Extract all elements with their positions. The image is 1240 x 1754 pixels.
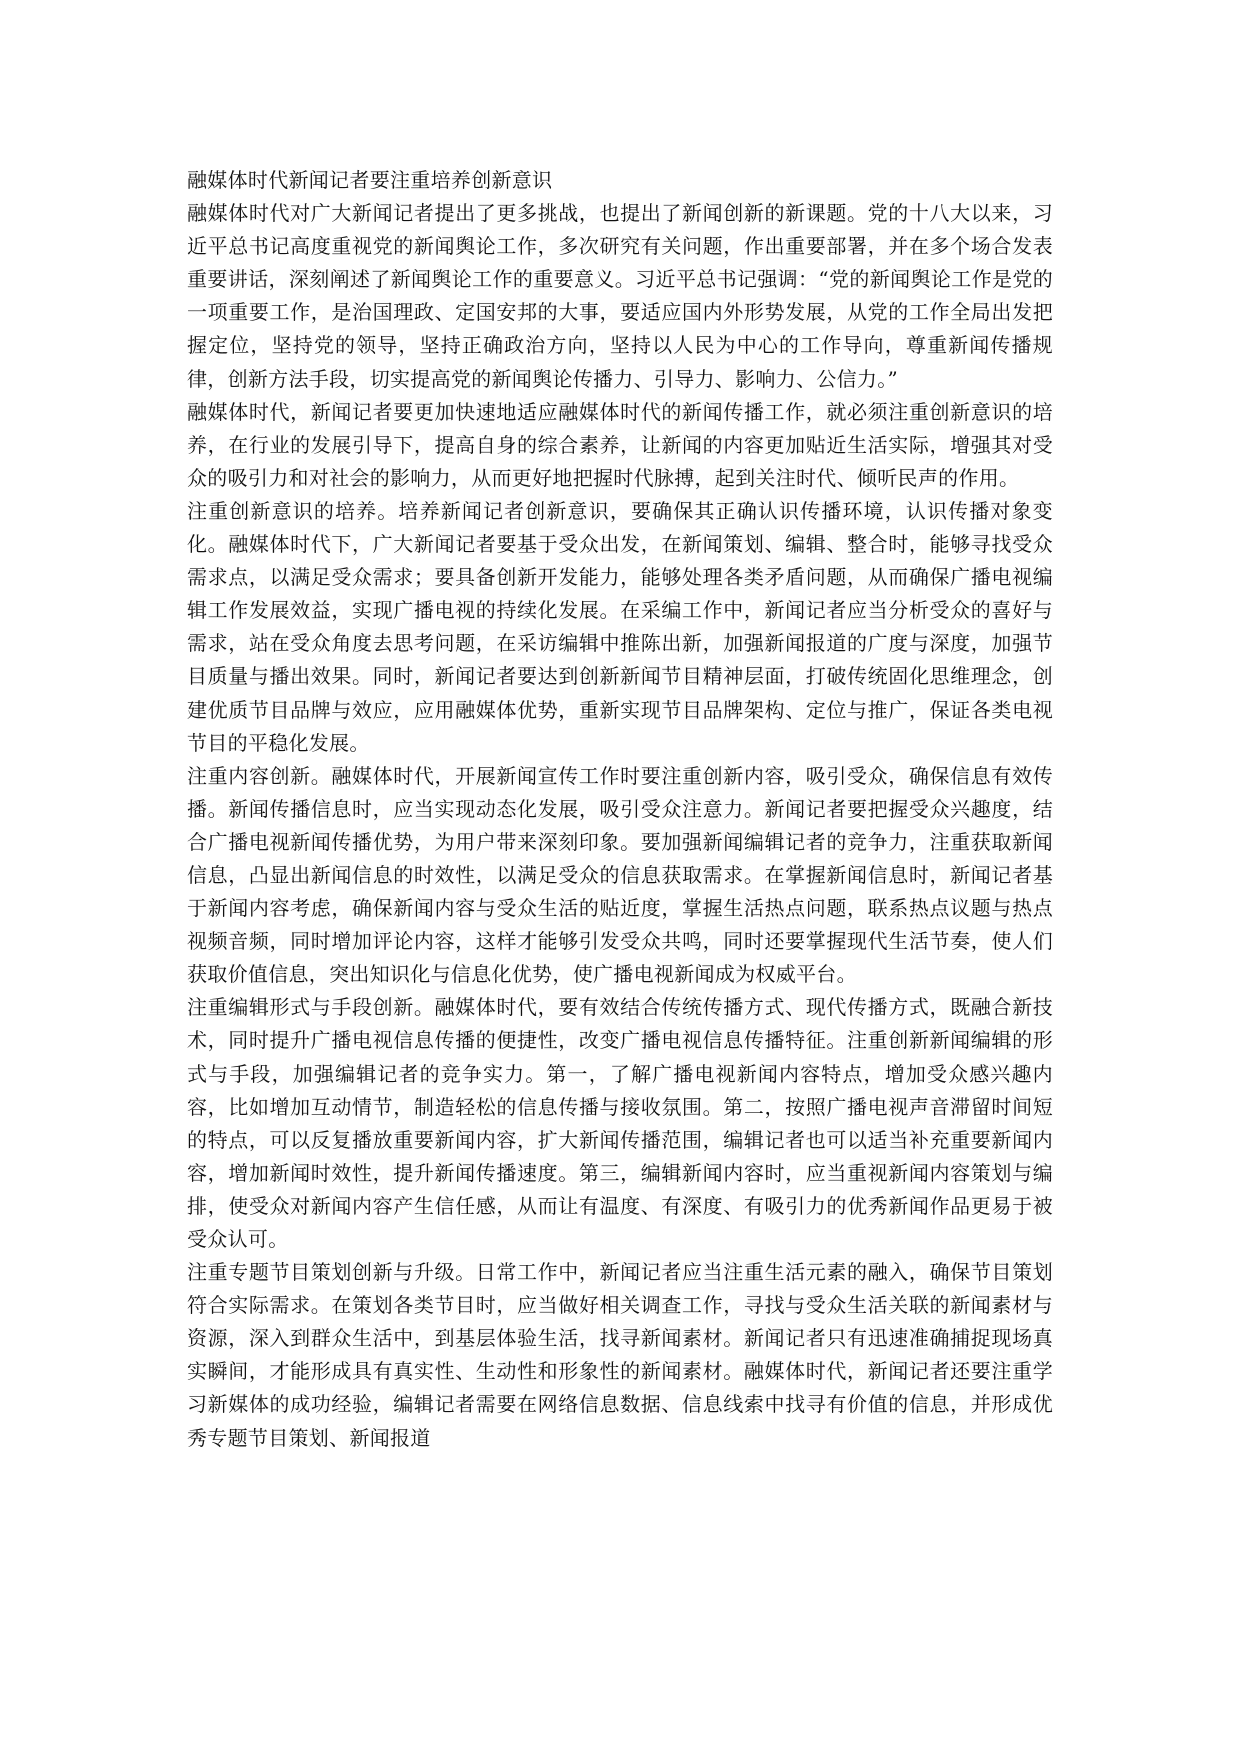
paragraph-special-programs: 注重专题节目策划创新与升级。日常工作中，新闻记者应当注重生活元素的融入，确保节目策划符合实际需求。在策划各类节目时，应当做好相关调查工作，寻找与受众生活关联的新闻素材与资源，深入到群众生活中，到基层体验生活，找寻新闻素材。新闻记者只有迅速准确捕捉现场真实瞬间，才能形成具有真实性、生动性和形象性的新闻素材。融媒体时代，新闻记者还要注重学习新媒体的成功经验，编辑记者需要在网络信息数据、信息线索中找寻有价值的信息，并形成优秀专题节目策划、新闻报道	[187, 1260, 1053, 1450]
paragraph-editing-innovation: 注重编辑形式与手段创新。融媒体时代，要有效结合传统传播方式、现代传播方式，既融合新技术，同时提升广播电视信息传播的便捷性，改变广播电视信息传播特征。注重创新新闻编辑的形式与手段，加强编辑记者的竞争实力。第一，了解广播电视新闻内容特点，增加受众感兴趣内容，比如增加互动情节，制造轻松的信息传播与接收氛围。第二，按照广播电视声音滞留时间短的特点，可以反复播放重要新闻内容，扩大新闻传播范围，编辑记者也可以适当补充重要新闻内容，增加新闻时效性，提升新闻传播速度。第三，编辑新闻内容时，应当重视新闻内容策划与编排，使受众对新闻内容产生信任感，从而让有温度、有深度、有吸引力的优秀新闻作品更易于被受众认可。	[187, 995, 1053, 1251]
document-title: 融媒体时代新闻记者要注重培养创新意识	[187, 168, 553, 192]
paragraph-innovation-awareness: 注重创新意识的培养。培养新闻记者创新意识，要确保其正确认识传播环境，认识传播对象变化。融媒体时代下，广大新闻记者要基于受众出发，在新闻策划、编辑、整合时，能够寻找受众需求点，以满足受众需求；要具备创新开发能力，能够处理各类矛盾问题，从而确保广播电视编辑工作发展效益，实现广播电视的持续化发展。在采编工作中，新闻记者应当分析受众的喜好与需求，站在受众角度去思考问题，在采访编辑中推陈出新，加强新闻报道的广度与深度，加强节目质量与播出效果。同时，新闻记者要达到创新新闻节目精神层面，打破传统固化思维理念，创建优质节目品牌与效应，应用融媒体优势，重新实现节目品牌架构、定位与推广，保证各类电视节目的平稳化发展。	[187, 498, 1053, 755]
paragraph-adapt: 融媒体时代，新闻记者要更加快速地适应融媒体时代的新闻传播工作，就必须注重创新意识的培养，在行业的发展引导下，提高自身的综合素养，让新闻的内容更加贴近生活实际，增强其对受众的吸引力和对社会的影响力，从而更好地把握时代脉搏，起到关注时代、倾听民声的作用。	[187, 399, 1053, 490]
paragraph-content-innovation: 注重内容创新。融媒体时代，开展新闻宣传工作时要注重创新内容，吸引受众，确保信息有效传播。新闻传播信息时，应当实现动态化发展，吸引受众注意力。新闻记者要把握受众兴趣度，结合广播电视新闻传播优势，为用户带来深刻印象。要加强新闻编辑记者的竞争力，注重获取新闻信息，凸显出新闻信息的时效性，以满足受众的信息获取需求。在掌握新闻信息时，新闻记者基于新闻内容考虑，确保新闻内容与受众生活的贴近度，掌握生活热点问题，联系热点议题与热点视频音频，同时增加评论内容，这样才能够引发受众共鸣，同时还要掌握现代生活节奏，使人们获取价值信息，突出知识化与信息化优势，使广播电视新闻成为权威平台。	[187, 763, 1053, 987]
document-page	[187, 164, 1053, 1455]
paragraph-intro: 融媒体时代对广大新闻记者提出了更多挑战，也提出了新闻创新的新课题。党的十八大以来，习近平总书记高度重视党的新闻舆论工作，多次研究有关问题，作出重要部署，并在多个场合发表重要讲话，深刻阐述了新闻舆论工作的重要意义。习近平总书记强调：“党的新闻舆论工作是党的一项重要工作，是治国理政、定国安邦的大事，要适应国内外形势发展，从党的工作全局出发把握定位，坚持党的领导，坚持正确政治方向，坚持以人民为中心的工作导向，尊重新闻传播规律，创新方法手段，切实提高党的新闻舆论传播力、引导力、影响力、公信力。”	[187, 201, 1053, 391]
